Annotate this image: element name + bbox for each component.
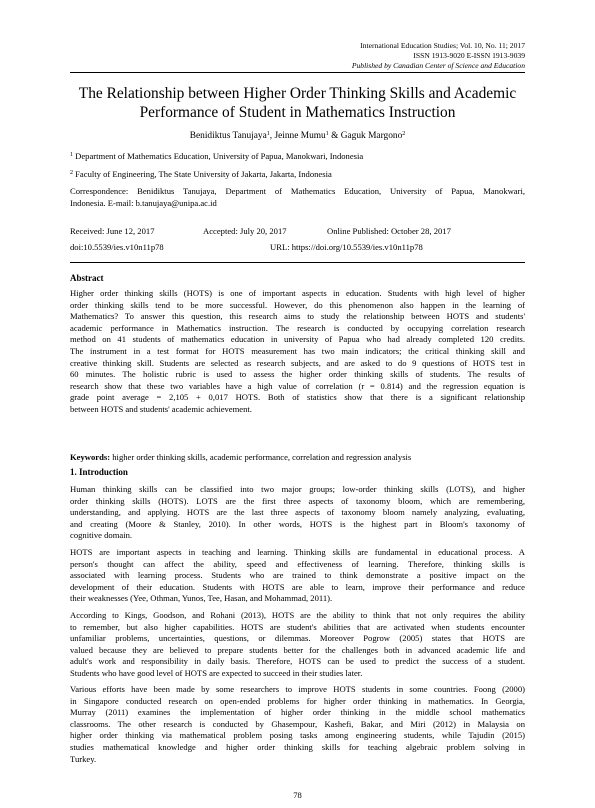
abstract-heading: Abstract xyxy=(70,273,104,283)
author-3-affil: 2 xyxy=(402,131,406,137)
publisher: Published by Canadian Center of Science and Education xyxy=(351,61,525,70)
page-number: 78 xyxy=(293,790,302,800)
affiliation-2: $^2$ Faculty of Engineering, The State University of Jakarta, Jakarta, Indonesia xyxy=(70,169,332,179)
author-2-affil: 1 xyxy=(325,131,329,137)
running-header xyxy=(352,41,525,71)
author-2: , Jeinne Mumu xyxy=(269,131,326,141)
paragraph-2: HOTS are important aspects in teaching and learning. Thinking skills are fundamental in educational process. A person's thought can affect the ability, speed and effectiveness of learning. Therefore, thinking skills is associated with learning process. Students who are trained to think demonstrate a positive impact on the development of their education. Students with HOTS are able to learn, improve their performance and reduce their weaknesses (Yee, Othman, Yunos, Tee, Hasan, and Mohammad, 2011). xyxy=(70,547,525,604)
title-line-2: Performance of Student in Mathematics Instruction xyxy=(139,104,456,121)
abstract-body: Higher order thinking skills (HOTS) is one of important aspects in education. Students with high level of higher order thinking skills tend to be more successful. However, do this phenomenon also happen in the learning of Mathematics? To answer this question, this research aims to study the relationship between HOTS and students' academic performance in Mathematics instruction. The research is conducted by occupying correlation research method on 41 students of mathematics education in university of Papua who had already completed 120 credits. The instrument in a test format for HOTS measurement has two main indicators; the critical thinking skill and creative thinking skill. Students are selected as research subjects, and are asked to do 9 questions of HOTS test in 60 minutes. The holistic rubric is used to assess the higher order thinking skills of students. The results of research show that these two variables have a high value of correlation (r = 0.814) and the regression equation is grade point average = 2,105 + 0,017 HOTS. Both of statistics show that there is a significant relationship between HOTS and students' academic achievement. xyxy=(70,288,525,414)
author-1: Benidiktus Tanujaya xyxy=(189,131,267,141)
section-1-heading: 1. Introduction xyxy=(70,467,128,477)
author-list xyxy=(70,131,525,141)
keywords-text: higher order thinking skills, academic performance, correlation and regression analysis xyxy=(110,452,412,462)
author-3: & Gaguk Margono xyxy=(328,131,403,141)
author-1-affil: 1 xyxy=(266,131,270,137)
journal-citation: International Education Studies; Vol. 10, No. 11; 2017 xyxy=(360,41,525,50)
title-line-1: The Relationship between Higher Order Thinking Skills and Academic xyxy=(78,85,517,102)
online-date: Online Published: October 28, 2017 xyxy=(327,226,451,236)
paragraph-3: According to Kings, Goodson, and Rohani (2013), HOTS are the ability to think that not only requires the ability to remember, but also higher capabilities. HOTS are student's abilities that are activated when students encounter unfamiliar problems, uncertainties, questions, or dilemmas. Moreover Pogrow (2005) states that HOTS are valued because they are believed to prepare students better for the challenges both in advanced academic life and adult's work and responsibility in daily basis. Therefore, HOTS can be used to predict the success of a student. Students who have good level of HOTS are expected to succeed in their studies later. xyxy=(70,610,525,678)
header-rule xyxy=(70,72,525,73)
issn: ISSN 1913-9020 E-ISSN 1913-9039 xyxy=(413,51,525,60)
received-date: Received: June 12, 2017 xyxy=(70,226,155,236)
section-rule xyxy=(70,262,525,263)
paper-title xyxy=(70,84,525,122)
keywords-label: Keywords: xyxy=(70,452,111,462)
doi[interactable]: doi:10.5539/ies.v10n11p78 xyxy=(70,242,164,252)
doi-url[interactable]: URL: https://doi.org/10.5539/ies.v10n11p78 xyxy=(270,242,423,252)
correspondence: Correspondence: Benidiktus Tanujaya, Department of Mathematics Education, University of Papua, Manokwari, Indonesia. E-mail: b.tanujaya@unipa.ac.id xyxy=(70,186,525,208)
affiliation-1: $^1$ Department of Mathematics Education, University of Papua, Manokwari, Indonesia xyxy=(70,151,364,161)
accepted-date: Accepted: July 20, 2017 xyxy=(203,226,287,236)
keywords xyxy=(70,452,411,462)
paragraph-4: Various efforts have been made by some researchers to improve HOTS students in some countries. Foong (2000) in Singapore conducted research on open-ended problems for higher order thinking in mathematics. In Georgia, Murray (2011) examines the implementation of higher order thinking in the middle school mathematics classrooms. The other research is conducted by Ghasempour, Kashefi, Bakar, and Miri (2012) in Malaysia on higher order thinking via mathematical problem posing tasks among engineering students, while Tajudin (2015) studies mathematical knowledge and higher order thinking skills for teaching algebraic problem solving in Turkey. xyxy=(70,684,525,764)
paragraph-1: Human thinking skills can be classified into two major groups; low-order thinking skills (LOTS), and higher order thinking skills (HOTS). LOTS are the first three aspects of taxonomy bloom, which are remembering, understanding, and applying. HOTS are the last three aspects of taxonomy bloom namely analyzing, evaluating, and creating (Moore & Stanley, 2010). In other words, HOTS is the highest part in Bloom's taxonomy of cognitive domain. xyxy=(70,484,525,541)
